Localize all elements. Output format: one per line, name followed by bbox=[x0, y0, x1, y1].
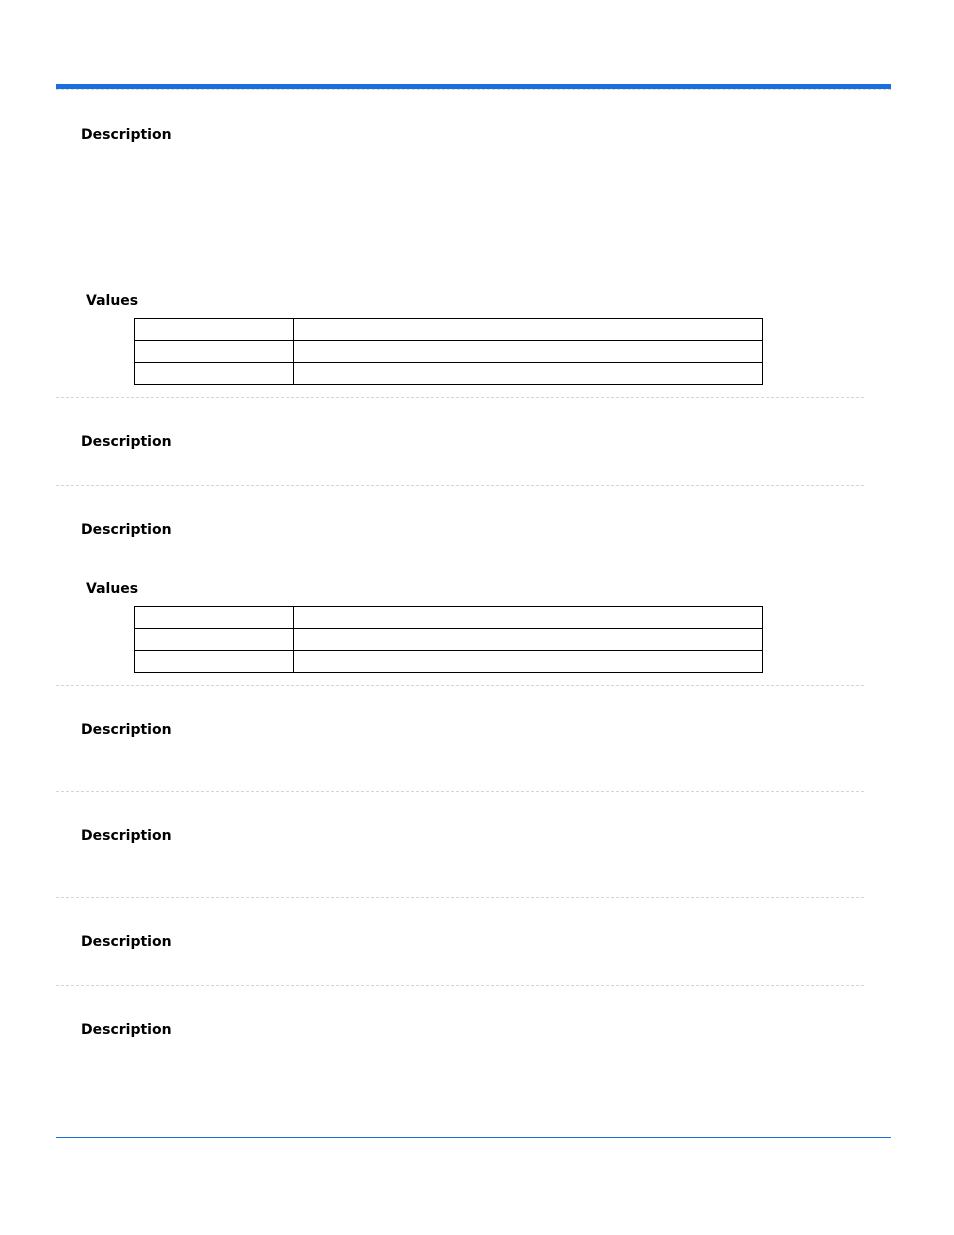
footer-line bbox=[56, 1137, 891, 1138]
table-cell bbox=[294, 629, 763, 651]
values-table bbox=[134, 606, 763, 673]
table-cell bbox=[294, 341, 763, 363]
table-cell bbox=[135, 363, 294, 385]
section-separator bbox=[56, 985, 864, 986]
section-separator bbox=[56, 685, 864, 686]
table-cell bbox=[135, 341, 294, 363]
table-row bbox=[135, 319, 763, 341]
table-cell bbox=[294, 319, 763, 341]
section-heading: Description bbox=[81, 934, 172, 950]
table-cell bbox=[294, 651, 763, 673]
values-heading: Values bbox=[86, 581, 139, 597]
section-separator bbox=[56, 791, 864, 792]
values-table bbox=[134, 318, 763, 385]
section-heading: Description bbox=[81, 828, 172, 844]
table-row bbox=[135, 363, 763, 385]
table-row bbox=[135, 629, 763, 651]
section-separator bbox=[56, 397, 864, 398]
values-heading: Values bbox=[86, 293, 139, 309]
table-cell bbox=[294, 607, 763, 629]
table-row bbox=[135, 607, 763, 629]
section-heading: Description bbox=[81, 127, 172, 143]
section-heading: Description bbox=[81, 1022, 172, 1038]
table-cell bbox=[294, 363, 763, 385]
section-heading: Description bbox=[81, 722, 172, 738]
header-separator bbox=[56, 89, 891, 90]
table-row bbox=[135, 341, 763, 363]
section-heading: Description bbox=[81, 434, 172, 450]
section-heading: Description bbox=[81, 522, 172, 538]
table-cell bbox=[135, 629, 294, 651]
table-cell bbox=[135, 607, 294, 629]
table-cell bbox=[135, 651, 294, 673]
table-cell bbox=[135, 319, 294, 341]
section-separator bbox=[56, 485, 864, 486]
table-row bbox=[135, 651, 763, 673]
section-separator bbox=[56, 897, 864, 898]
